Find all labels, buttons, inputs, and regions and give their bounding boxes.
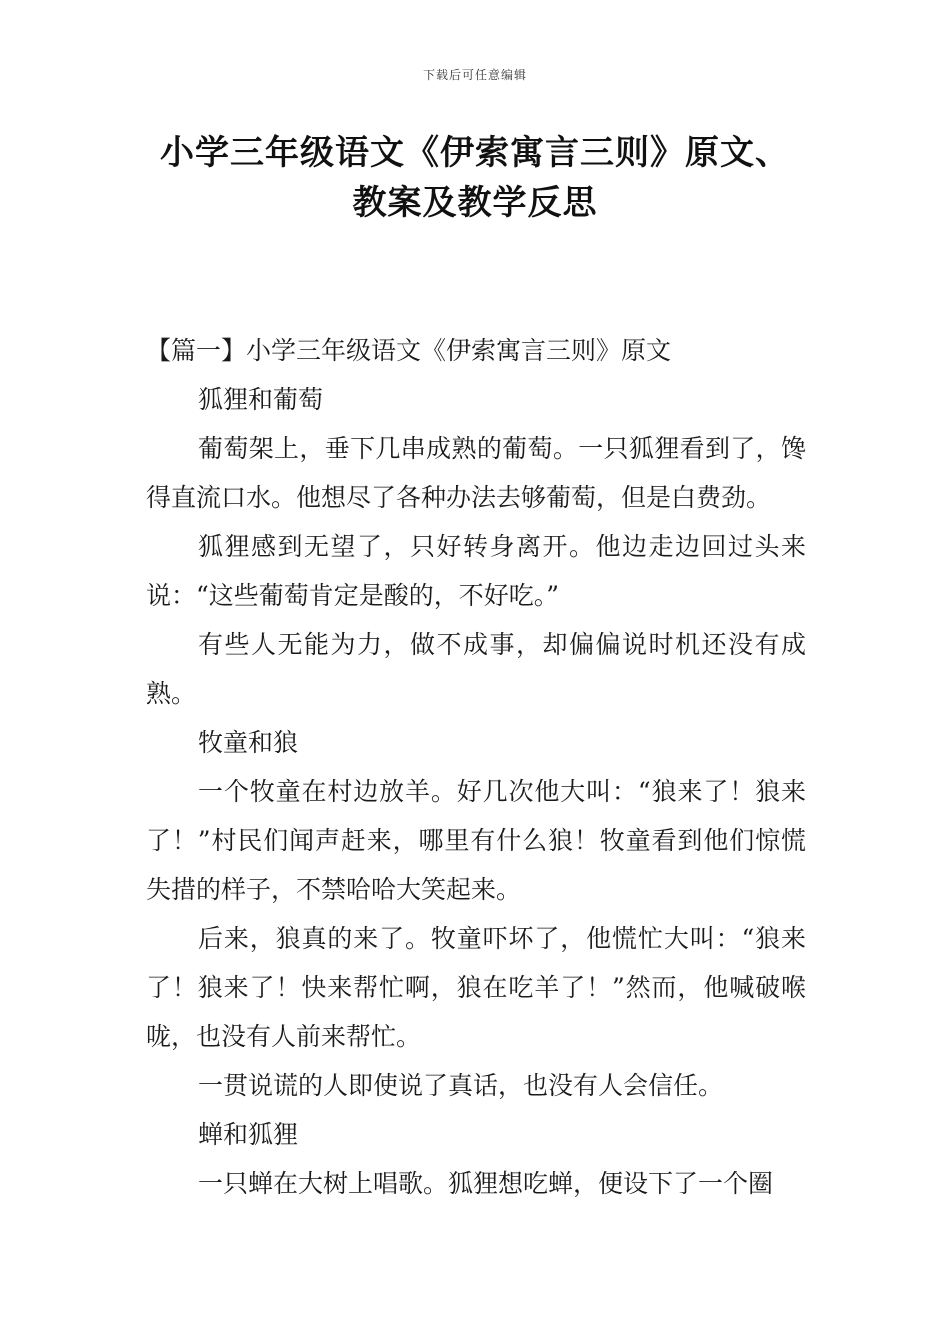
- section-heading: 【篇一】小学三年级语文《伊索寓言三则》原文: [146, 336, 672, 365]
- title-line-2: 教案及教学反思: [352, 183, 598, 223]
- header-note: 下载后可任意编辑: [422, 68, 527, 82]
- paragraph: 狐狸感到无望了，只好转身离开。他边走边回过头来说：“这些葡萄肯定是酸的，不好吃。”: [146, 532, 806, 610]
- document-title: [110, 128, 840, 228]
- paragraph: 有些人无能为力，做不成事，却偏偏说时机还没有成熟。: [146, 630, 806, 708]
- story-title-shepherd-wolf: 牧童和狼: [198, 728, 299, 757]
- title-line-1: 小学三年级语文《伊索寓言三则》原文、: [160, 133, 790, 173]
- story-title-cicada-fox: 蝉和狐狸: [198, 1120, 299, 1149]
- document-body: [146, 326, 806, 1208]
- paragraph: 葡萄架上，垂下几串成熟的葡萄。一只狐狸看到了，馋得直流口水。他想尽了各种办法去够葡萄，但是白费劲。: [146, 434, 806, 512]
- paragraph: 一个牧童在村边放羊。好几次他大叫：“狼来了！狼来了！”村民们闻声赶来，哪里有什么狼！牧童看到他们惊慌失措的样子，不禁哈哈大笑起来。: [146, 777, 806, 904]
- paragraph: 一只蝉在大树上唱歌。狐狸想吃蝉，便设下了一个圈: [198, 1169, 774, 1198]
- story-title-fox-grapes: 狐狸和葡萄: [198, 385, 324, 414]
- paragraph: 一贯说谎的人即使说了真话，也没有人会信任。: [198, 1071, 724, 1100]
- paragraph: 后来，狼真的来了。牧童吓坏了，他慌忙大叫：“狼来了！狼来了！快来帮忙啊，狼在吃羊了！”然而，他喊破喉咙，也没有人前来帮忙。: [146, 924, 806, 1051]
